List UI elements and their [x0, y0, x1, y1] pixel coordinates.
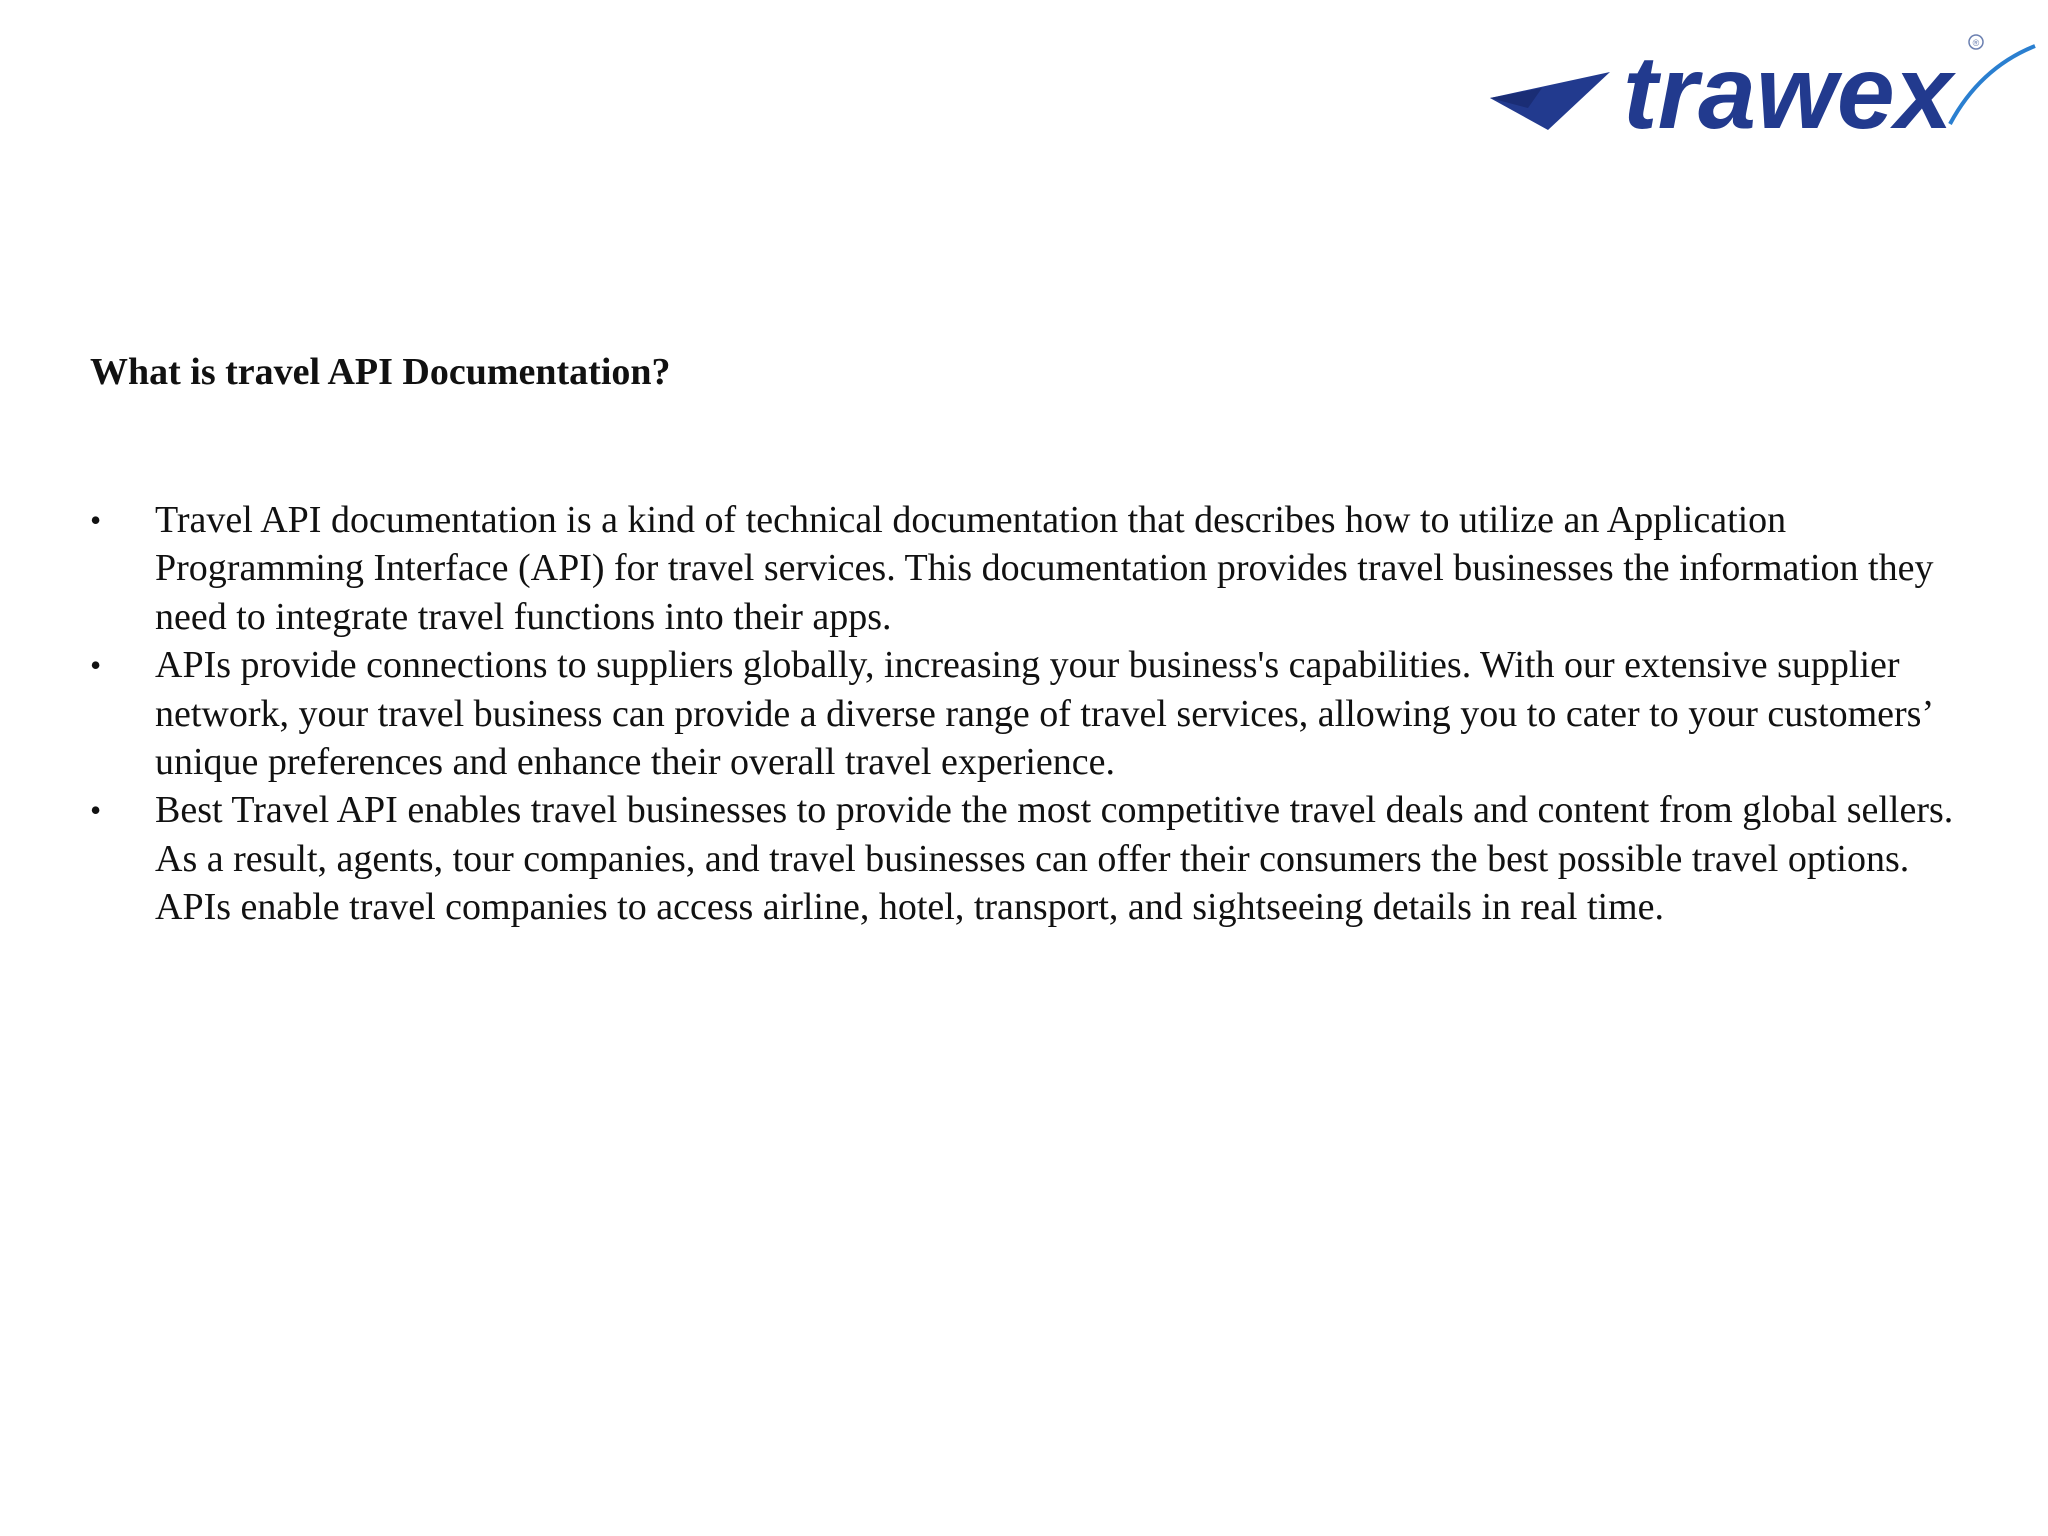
triangle-arrow-icon	[1490, 72, 1610, 130]
bullet-dot: •	[90, 792, 102, 829]
bullet-item	[90, 641, 1990, 786]
registered-mark-text: ®	[1972, 38, 1980, 48]
bullet-list	[90, 496, 1990, 932]
bullet-dot: •	[90, 502, 102, 538]
slide-title: What is travel API Documentation?	[90, 351, 671, 393]
bullet-text: Best Travel API enables travel businesses to provide the most competitive travel deals and content from global sellers. As a result, agents, tour companies, and travel businesses can offer their consumers the best possible travel options. APIs enable travel companies to access airline, hotel, transport, and sightseeing details in real time.	[155, 789, 1954, 929]
bullet-dot: •	[90, 647, 102, 684]
logo-wordmark: trawex	[1623, 35, 1953, 148]
trawex-logo-graphic	[1480, 28, 2040, 148]
bullet-item	[90, 496, 1990, 641]
bullet-text: APIs provide connections to suppliers globally, increasing your business's capabilities. With our extensive supplier network, your travel business can provide a diverse range of travel services, allowing you to cater to your customers’ unique preferences and enhance their overall travel experience.	[155, 644, 1932, 784]
bullet-text: Travel API documentation is a kind of technical documentation that describes how to utilize an Application Programming Interface (API) for travel services. This documentation provides travel businesses the information they need to integrate travel functions into their apps.	[155, 499, 1934, 638]
logo-swoosh	[1950, 46, 2035, 124]
trawex-logo	[1480, 28, 2040, 148]
bullet-item	[90, 786, 1990, 931]
